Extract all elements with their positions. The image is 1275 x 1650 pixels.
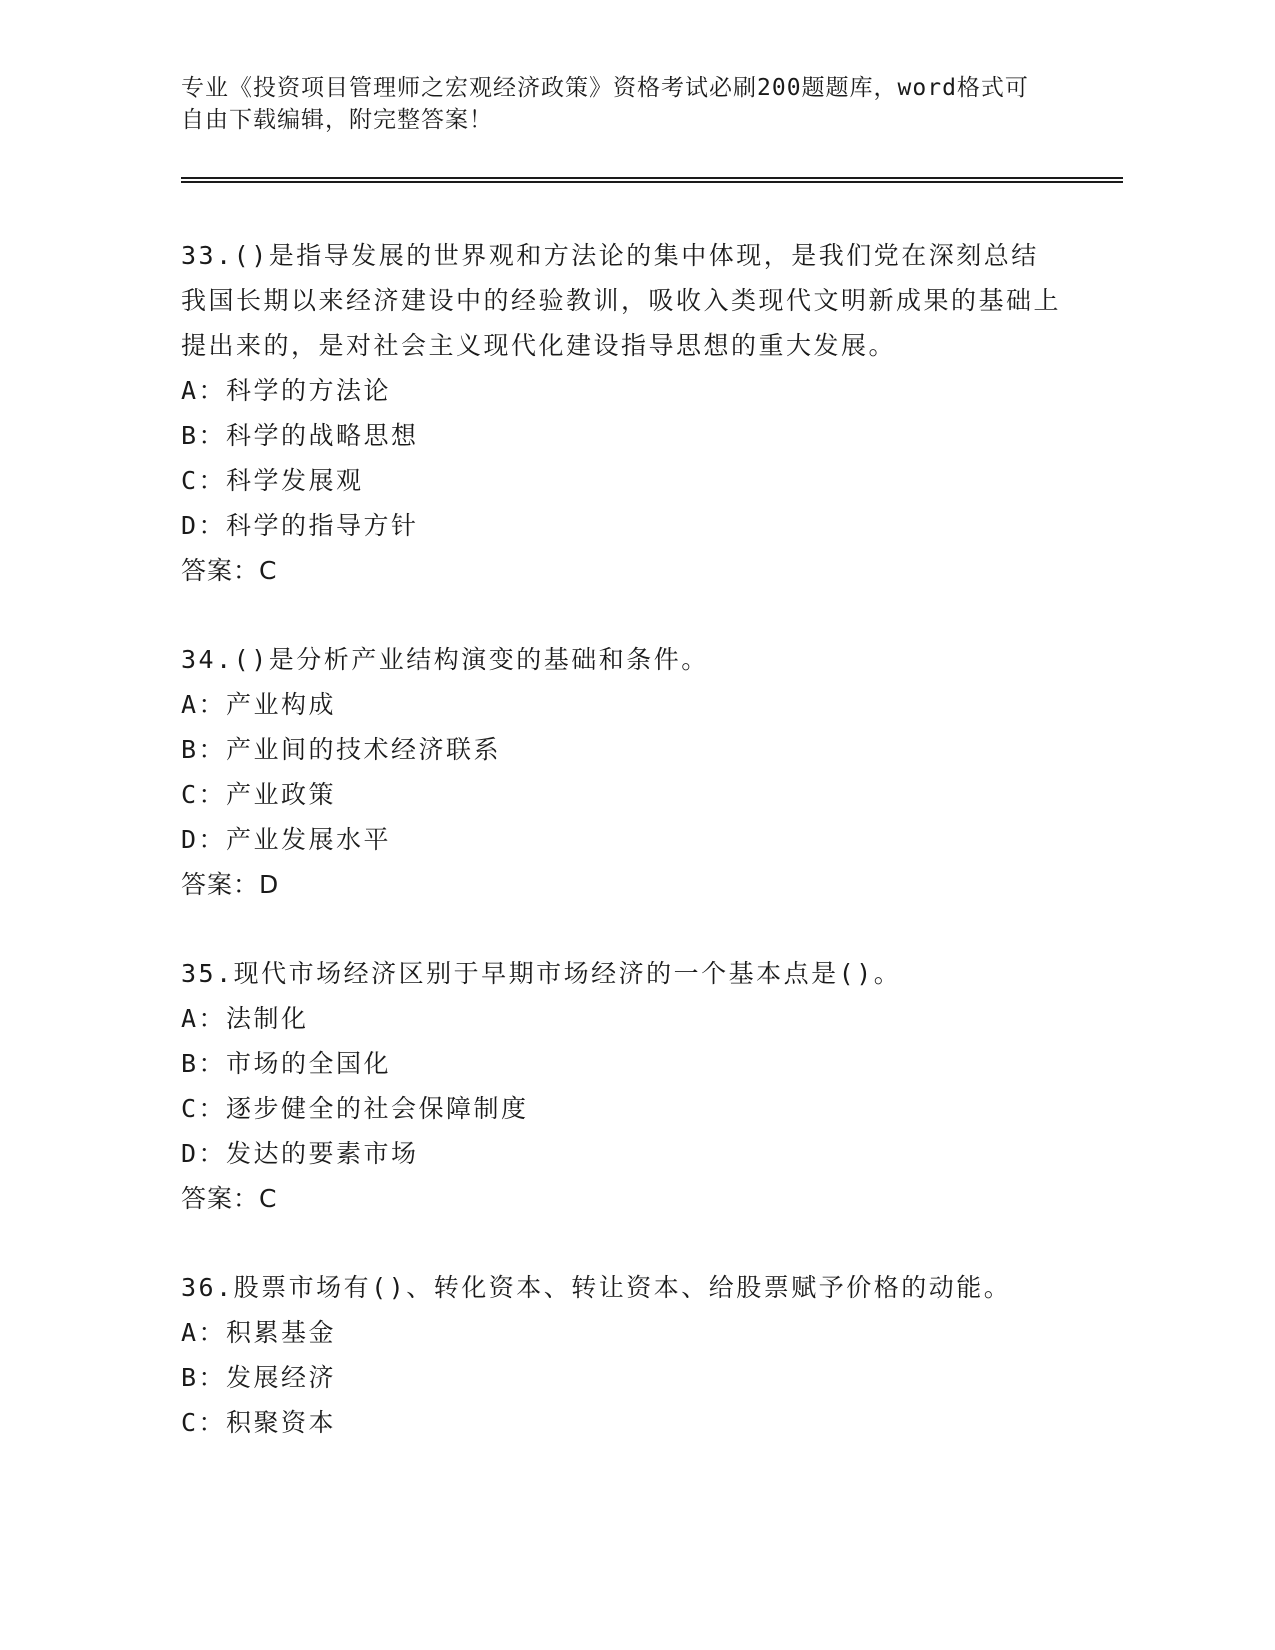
option-d: D：发达的要素市场 bbox=[181, 1139, 419, 1168]
option-a: A：产业构成 bbox=[181, 690, 337, 719]
option-d: D：产业发展水平 bbox=[181, 825, 392, 854]
question-stem: 34.()是分析产业结构演变的基础和条件。 bbox=[181, 645, 709, 674]
question-stem: 36.股票市场有()、转化资本、转让资本、给股票赋予价格的动能。 bbox=[181, 1273, 1012, 1302]
option-a: A：科学的方法论 bbox=[181, 376, 392, 405]
question-34 bbox=[181, 637, 1061, 907]
option-a: A：法制化 bbox=[181, 1004, 309, 1033]
question-stem: 33.()是指导发展的世界观和方法论的集中体现，是我们党在深刻总结我国长期以来经济建设中的经验教训，吸收入类现代文明新成果的基础上提出来的，是对社会主义现代化建设指导思想的重大发展。 bbox=[181, 241, 1062, 360]
question-list bbox=[181, 233, 1061, 1489]
document-header: 专业《投资项目管理师之宏观经济政策》资格考试必刷200题题库，word格式可自由下载编辑，附完整答案！ bbox=[181, 75, 1029, 133]
answer-line: 答案：D bbox=[181, 870, 280, 899]
option-b: B：产业间的技术经济联系 bbox=[181, 735, 502, 764]
option-b: B：发展经济 bbox=[181, 1363, 337, 1392]
rule-line-bottom bbox=[181, 181, 1123, 183]
question-33 bbox=[181, 233, 1061, 593]
option-b: B：市场的全国化 bbox=[181, 1049, 392, 1078]
option-b: B：科学的战略思想 bbox=[181, 421, 419, 450]
option-c: C：积聚资本 bbox=[181, 1408, 337, 1437]
option-d: D：科学的指导方针 bbox=[181, 511, 419, 540]
answer-line: 答案：C bbox=[181, 556, 278, 585]
question-stem: 35.现代市场经济区别于早期市场经济的一个基本点是()。 bbox=[181, 959, 902, 988]
option-c: C：科学发展观 bbox=[181, 466, 364, 495]
question-36 bbox=[181, 1265, 1061, 1445]
rule-line-top bbox=[181, 177, 1123, 179]
option-c: C：产业政策 bbox=[181, 780, 337, 809]
answer-line: 答案：C bbox=[181, 1184, 278, 1213]
header-double-rule bbox=[181, 177, 1123, 183]
option-a: A：积累基金 bbox=[181, 1318, 337, 1347]
option-c: C：逐步健全的社会保障制度 bbox=[181, 1094, 529, 1123]
question-35 bbox=[181, 951, 1061, 1221]
